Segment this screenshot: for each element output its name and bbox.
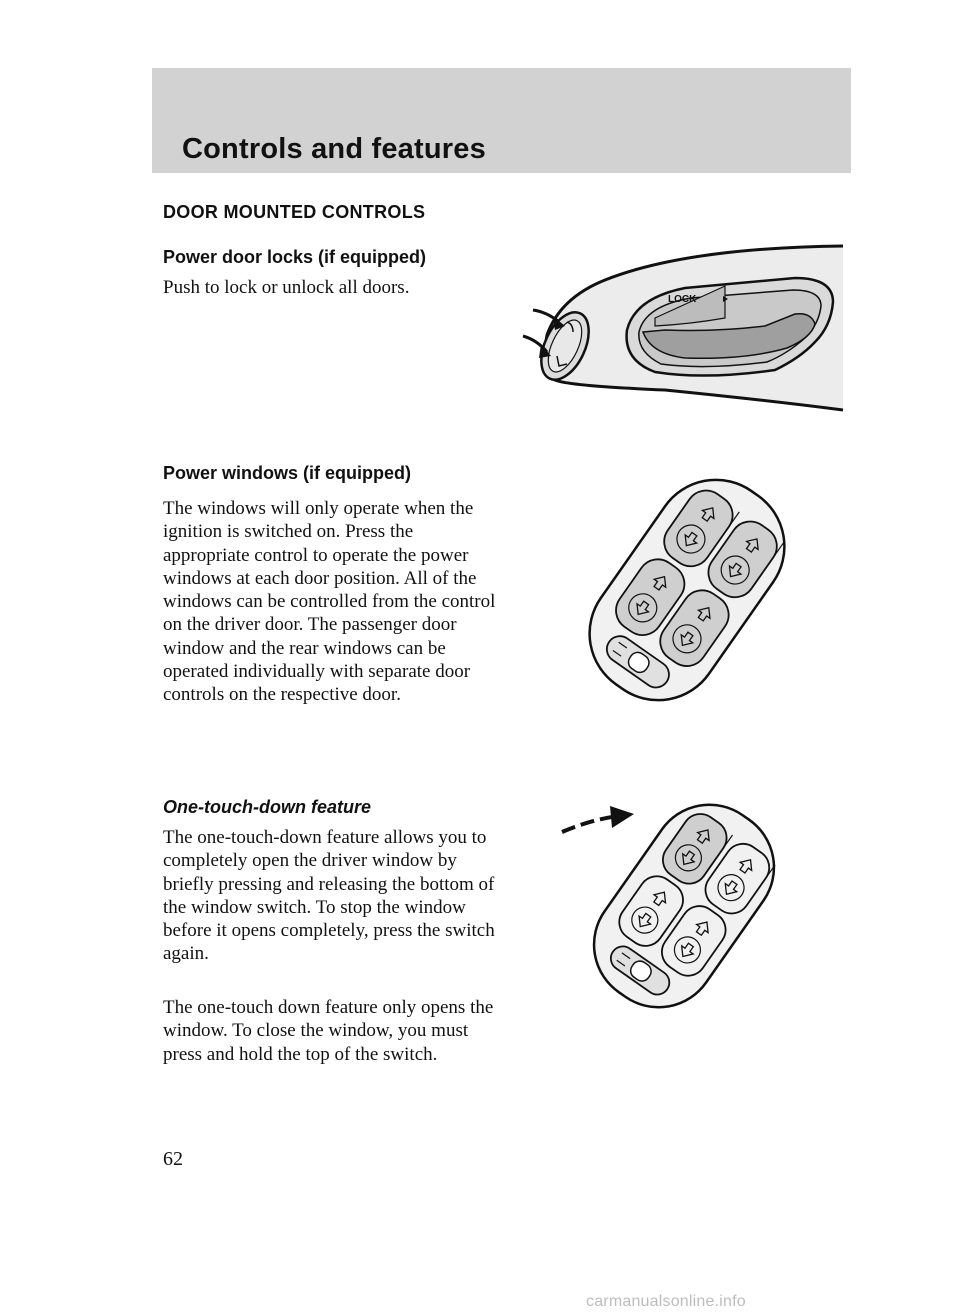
- section-heading: DOOR MOUNTED CONTROLS: [163, 202, 426, 222]
- arrow-icon: [562, 816, 618, 832]
- one-touch-text: The one-touch-down feature allows you to completely open the driver window by briefly pressing and releasing the bottom of the window switch. To stop the window before it opens completely, press the switch again.: [163, 827, 495, 965]
- page-number: 62: [163, 1148, 183, 1170]
- door-lock-illustration: [515, 240, 850, 415]
- power-windows-text: The windows will only operate when the ignition is switched on. Press the appropriate control to operate the power windows at each door position. All of the windows can be controlled from the control on the driver door. The passenger door window and the rear windows can be operated individually with separate door controls on the respective door.: [163, 498, 496, 706]
- window-switch-illustration: [585, 470, 790, 710]
- power-locks-text: Push to lock or unlock all doors.: [163, 277, 410, 298]
- one-touch-illustration: [560, 798, 775, 1016]
- one-touch-close-text: The one-touch down feature only opens the window. To close the window, you must press and hold the top of the switch.: [163, 997, 494, 1065]
- page-title: Controls and features: [182, 133, 486, 165]
- power-locks-heading: Power door locks (if equipped): [163, 247, 427, 267]
- watermark: carmanualsonline.info: [586, 1293, 746, 1310]
- power-windows-heading: Power windows (if equipped): [163, 463, 412, 483]
- one-touch-heading: One-touch-down feature: [163, 797, 371, 817]
- lock-label: LOCK: [668, 294, 697, 305]
